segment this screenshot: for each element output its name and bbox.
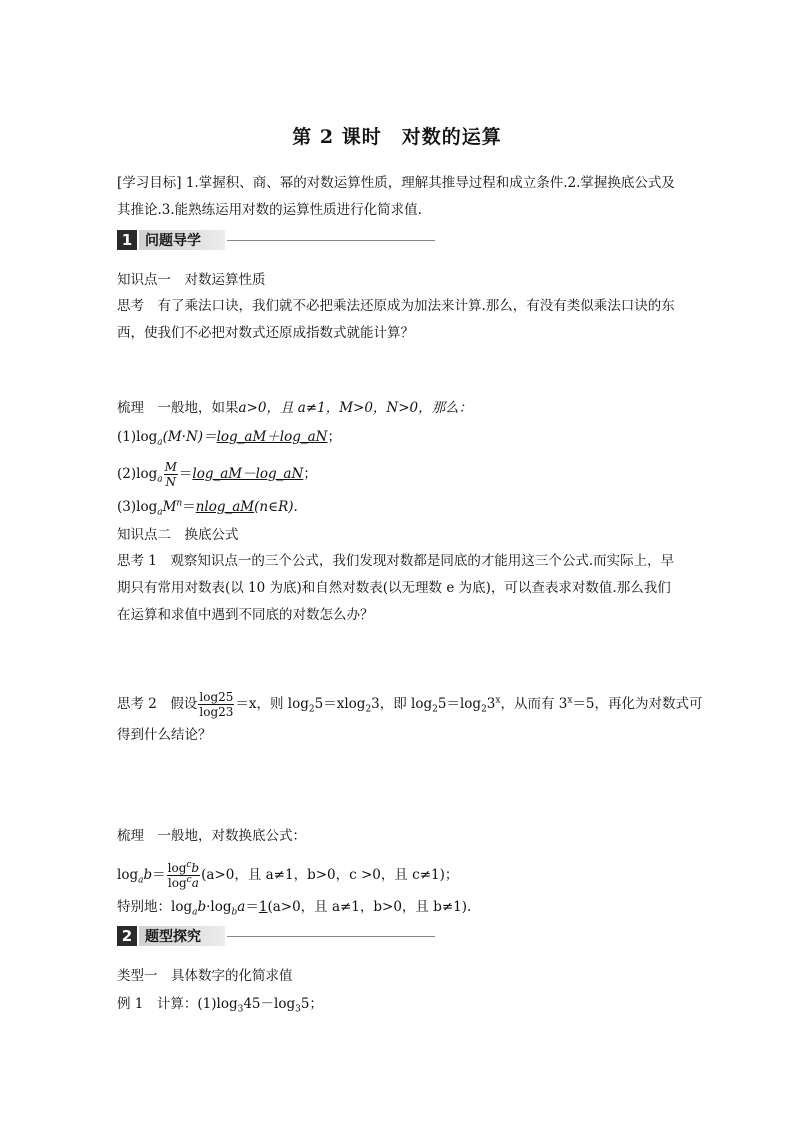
kp2-heading: 知识点二 换底公式 (117, 527, 239, 543)
think-2-fraction: $\frac{\log 25}{\log 23}$ (199, 690, 234, 719)
type1-heading: 类型一 具体数字的化简求值 (117, 968, 293, 984)
section-label: 问题导学 (139, 230, 225, 250)
learning-goals (117, 170, 679, 224)
special-case: 特别地：$\log_ab\cdot\log_ba=1(a>0$，且 a≠1，b>0，且 b≠1). (117, 899, 472, 918)
kp2-summary: 梳理 一般地，对数换底公式： (117, 828, 306, 844)
section-rule (227, 936, 435, 937)
page-title: 第 2 课时 对数的运算 (292, 126, 502, 148)
formula-2-answer: log_aM－log_aN (192, 466, 304, 482)
section-label: 题型探究 (139, 926, 225, 946)
kp2-think-2-line-2: 得到什么结论？ (117, 727, 212, 743)
special-answer: 1 (258, 899, 268, 915)
section-number: 2 (117, 926, 137, 946)
formula-1-answer: log_aM＋log_aN (216, 429, 328, 445)
kp1-summary: 梳理 一般地，如果a>0，且 a≠1，M>0，N>0，那么： (117, 400, 473, 416)
example-1: 例 1 计算：$(1)\log_345-\log_35$； (117, 996, 323, 1015)
kp1-think: 思考 有了乘法口诀，我们就不必把乘法还原成为加法来计算.那么，有没有类似乘法口诀的东西，使我们不必把对数式还原成指数式就能计算？ (117, 298, 675, 341)
kp2-think-1: 思考 1 观察知识点一的三个公式，我们发现对数都是同底的才能用这三个公式.而实际上，早期只有常用对数表(以 10 为底)和自然对数表(以无理数 e 为底)，可以查表求对数值.那么我们在运算和求值中遇到不同底的对数怎么办？ (117, 553, 675, 623)
goals-label: [学习目标] (117, 175, 182, 191)
section-rule (227, 240, 435, 241)
change-of-base-formula: $\log_ab=$ $\frac{\log^cb}{\log^ca}$ (a>0，且 a≠1，b>0，c >0，且 c≠1)； (117, 860, 459, 890)
change-of-base-fraction: $\frac{\log^cb}{\log^ca}$ (167, 860, 200, 890)
section-number: 1 (117, 230, 137, 250)
formula-2-fraction: $\frac{M}{N}$ (164, 460, 177, 489)
kp2-think-2: 思考 2 假设 $\frac{\log 25}{\log 23}$ ＝x，则 $\log_25=xlog_23$，即 $\log_25=\log_23^x$，从而有 $3^x=5$，再化为对数式可 (117, 690, 703, 719)
kp1-heading: 知识点一 对数运算性质 (117, 272, 266, 288)
section-header-2 (117, 925, 435, 947)
section-header-1 (117, 229, 435, 251)
formula-3: $(3)\log_aM^n=nlog\_aM(n\in R)$. (117, 498, 298, 518)
formula-3-answer: nlog_aM (195, 499, 255, 515)
goals-text: 1.掌握积、商、幂的对数运算性质，理解其推导过程和成立条件.2.掌握换底公式及其推论.3.能熟练运用对数的运算性质进行化简求值. (117, 175, 675, 218)
formula-1: $(1)\log_a(M\cdot N)=\log\_aM+\log\_aN$； (117, 429, 341, 448)
formula-2: $(2)\log_a$ $\frac{M}{N}$ ＝log_aM－log_aN； (117, 460, 317, 489)
